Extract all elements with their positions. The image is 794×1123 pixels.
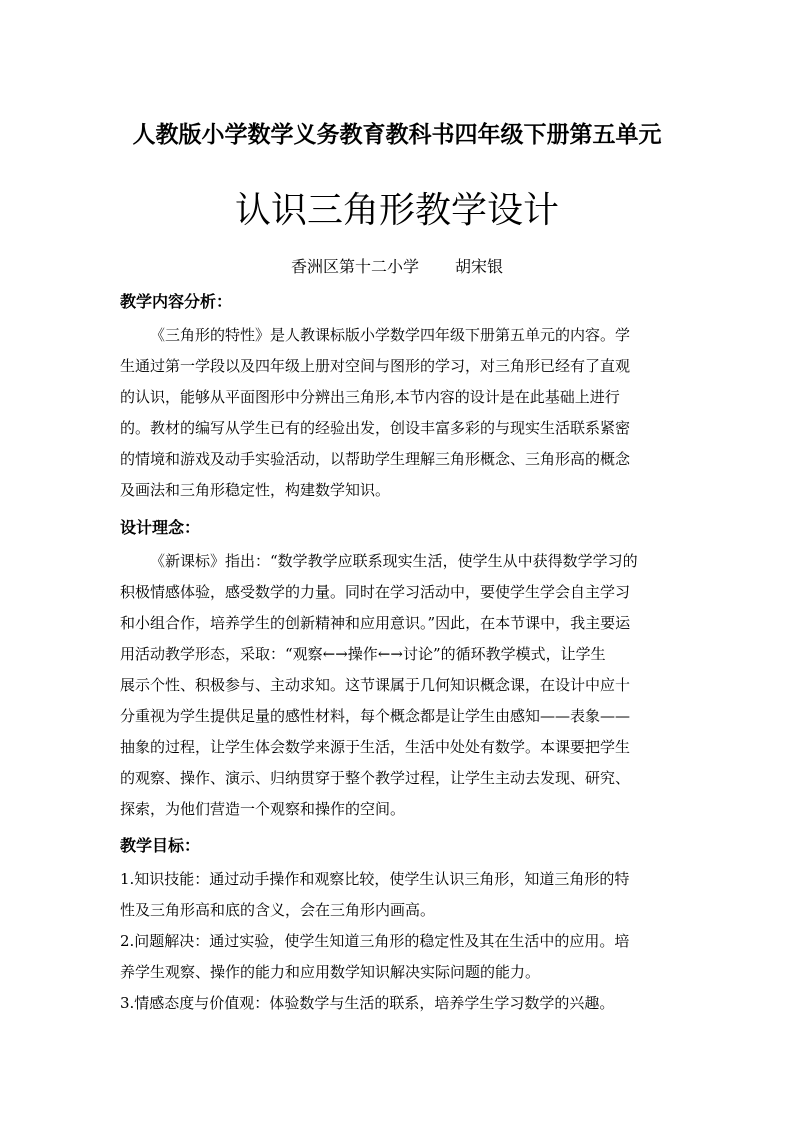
paragraph-line: 的情境和游戏及动手实验活动，以帮助学生理解三角形概念、三角形高的概念 (120, 450, 631, 468)
author-line (0, 253, 794, 281)
paragraph-line: 抽象的过程，让学生体会数学来源于生活，生活中处处有数学。本课要把学生 (120, 738, 631, 756)
paragraph-line: 的认识，能够从平面图形中分辨出三角形,本节内容的设计是在此基础上进行 (120, 388, 620, 406)
paragraph-line: 积极情感体验，感受数学的力量。同时在学习活动中，要使学生学会自主学习 (120, 583, 631, 601)
paragraph-line: 分重视为学生提供足量的感性材料，每个概念都是让学生由感知——表象—— (120, 707, 631, 725)
paragraph-line: 生通过第一学段以及四年级上册对空间与图形的学习，对三角形已经有了直观 (120, 357, 631, 375)
paragraph-line: 《三角形的特性》是人教课标版小学数学四年级下册第五单元的内容。学 (150, 326, 631, 344)
paragraph-line: 展示个性、积极参与、主动求知。这节课属于几何知识概念课，在设计中应十 (120, 676, 631, 694)
section-heading-design-concept: 设计理念： (120, 518, 201, 537)
paragraph-line: 和小组合作，培养学生的创新精神和应用意识。”因此，在本节课中，我主要运 (120, 614, 631, 632)
school-name: 香洲区第十二小学 (290, 257, 419, 276)
document-supertitle: 人教版小学数学义务教育教科书四年级下册第五单元 (132, 121, 662, 148)
document-title: 认识三角形教学设计 (234, 190, 559, 231)
paragraph-line: 《新课标》指出：“数学教学应联系现实生活，使学生从中获得数学学习的 (150, 552, 638, 570)
paragraph-line: 的。教材的编写从学生已有的经验出发，创设丰富多彩的与现实生活联系紧密 (120, 419, 631, 437)
goal-line: 1.知识技能：通过动手操作和观察比较，使学生认识三角形，知道三角形的特 (120, 870, 630, 888)
paragraph-line: 及画法和三角形稳定性，构建数学知识。 (120, 481, 391, 499)
paragraph-line: 探索，为他们营造一个观察和操作的空间。 (120, 800, 406, 818)
paragraph-line: 用活动教学形态，采取：“观察←→操作←→讨论”的循环教学模式，让学生 (120, 645, 606, 663)
goal-line: 性及三角形高和底的含义，会在三角形内画高。 (120, 901, 436, 919)
section-heading-content-analysis: 教学内容分析： (120, 292, 233, 311)
paragraph-line: 的观察、操作、演示、归纳贯穿于整个教学过程，让学生主动去发现、研究、 (120, 769, 631, 787)
goal-line: 2.问题解决：通过实验，使学生知道三角形的稳定性及其在生活中的应用。培 (120, 932, 630, 950)
section-heading-teaching-goals: 教学目标： (120, 836, 201, 855)
author-name: 胡宋银 (455, 257, 504, 276)
design-concept-paragraph (120, 546, 676, 825)
content-analysis-paragraph (120, 320, 676, 506)
teaching-goals-list (120, 864, 676, 1019)
goal-line: 养学生观察、操作的能力和应用数学知识解决实际问题的能力。 (120, 963, 541, 981)
goal-line: 3.情感态度与价值观：体验数学与生活的联系，培养学生学习数学的兴趣。 (120, 994, 615, 1012)
